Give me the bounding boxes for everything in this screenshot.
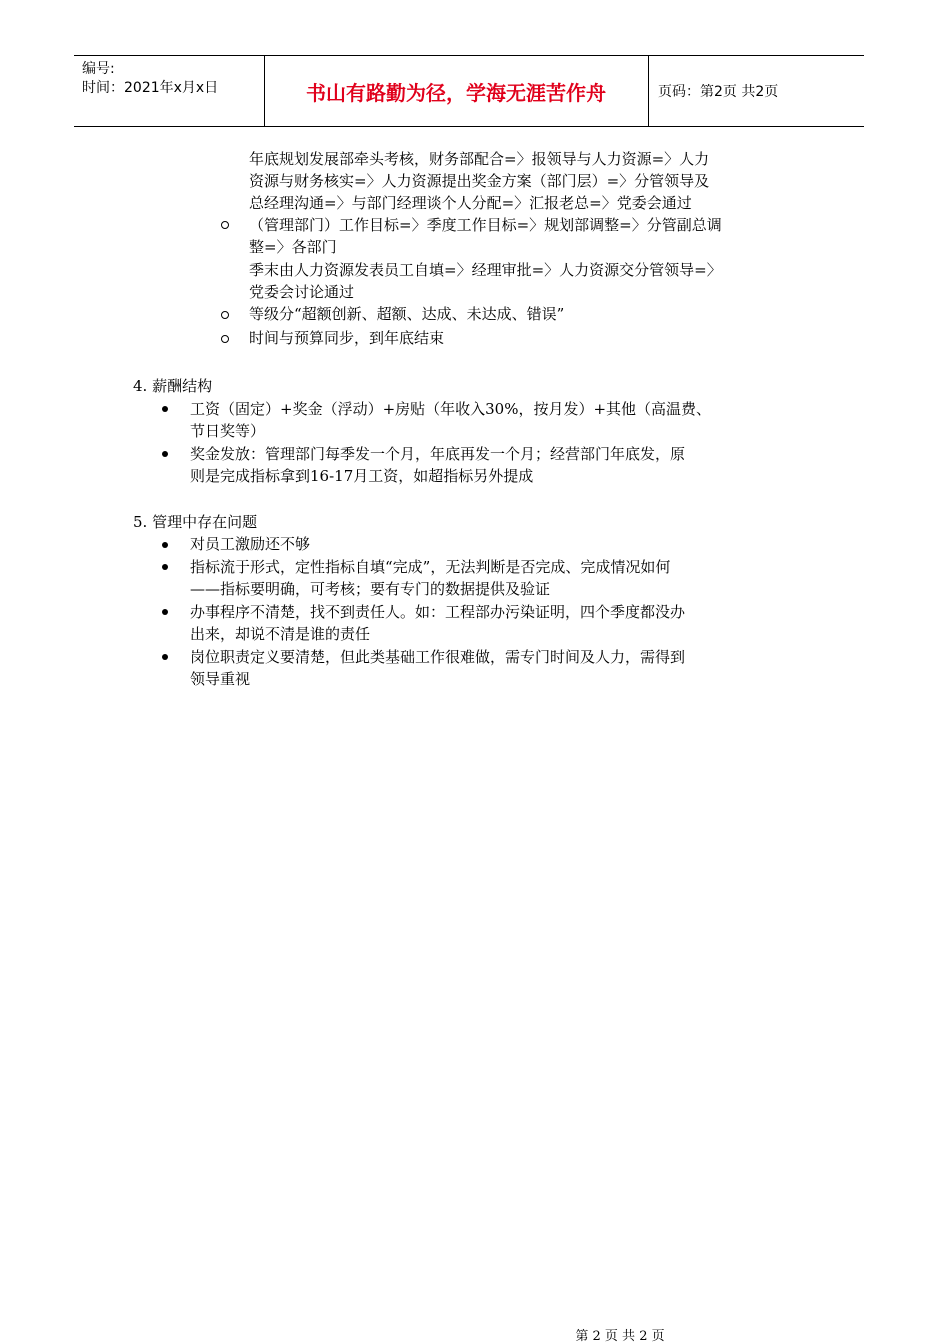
bullet-icon xyxy=(162,564,168,570)
bullet-icon xyxy=(162,654,168,660)
header-motto: 书山有路勤为径，学海无涯苦作舟 xyxy=(306,80,606,105)
text-line: 时间与预算同步，到年底结束 xyxy=(249,329,445,347)
text-line: 工资（固定）+奖金（浮动）+房贴（年收入30%，按月发）+其他（高温费、 xyxy=(190,400,712,418)
text-line: 指标流于形式，定性指标自填“完成”，无法判断是否完成、完成情况如何 xyxy=(190,558,671,576)
bullet-icon xyxy=(162,406,168,412)
text-line: 领导重视 xyxy=(190,670,251,688)
header-meta xyxy=(82,60,272,98)
number-label: 编号: xyxy=(82,61,115,77)
text-line: 资源与财务核实=〉人力资源提出奖金方案（部门层）=〉分管领导及 xyxy=(249,172,710,190)
header-page-info: 页码：第2页 共2页 xyxy=(658,84,779,100)
header-divider xyxy=(648,56,649,126)
bullet-icon xyxy=(162,451,168,457)
text-line: 年底规划发展部牵头考核，财务部配合=〉报领导与人力资源=〉人力 xyxy=(249,150,710,168)
bullet-icon xyxy=(162,542,168,548)
text-line: 整=〉各部门 xyxy=(249,238,337,256)
text-line: 党委会讨论通过 xyxy=(249,283,355,301)
text-line: 对员工激励还不够 xyxy=(190,535,311,553)
section-heading: 5. 管理中存在问题 xyxy=(133,513,258,531)
page-footer: 第 2 页 共 2 页 xyxy=(575,1329,665,1344)
text-line: 等级分“超额创新、超额、达成、未达成、错误” xyxy=(249,305,565,323)
circle-bullet-icon xyxy=(221,311,229,319)
time-label: 时间：2021年x月x日 xyxy=(82,80,219,96)
page-header xyxy=(74,55,864,127)
text-line: 岗位职责定义要清楚，但此类基础工作很难做，需专门时间及人力，需得到 xyxy=(190,648,686,666)
text-line: 出来，却说不清是谁的责任 xyxy=(190,625,371,643)
text-line: 办事程序不清楚，找不到责任人。如：工程部办污染证明，四个季度都没办 xyxy=(190,603,686,621)
text-line: 总经理沟通=〉与部门经理谈个人分配=〉汇报老总=〉党委会通过 xyxy=(249,194,692,212)
text-line: 奖金发放：管理部门每季发一个月，年底再发一个月；经营部门年底发，原 xyxy=(190,445,686,463)
text-line: 则是完成指标拿到16-17月工资，如超指标另外提成 xyxy=(190,467,534,485)
bullet-icon xyxy=(162,609,168,615)
text-line: 节日奖等） xyxy=(190,422,266,440)
text-line: 季末由人力资源发表员工自填=〉经理审批=〉人力资源交分管领导=〉 xyxy=(249,261,722,279)
circle-bullet-icon xyxy=(221,221,229,229)
section-heading: 4. 薪酬结构 xyxy=(133,377,213,395)
text-line: ——指标要明确，可考核；要有专门的数据提供及验证 xyxy=(190,580,551,598)
circle-bullet-icon xyxy=(221,335,229,343)
text-line: （管理部门）工作目标=〉季度工作目标=〉规划部调整=〉分管副总调 xyxy=(249,216,722,234)
